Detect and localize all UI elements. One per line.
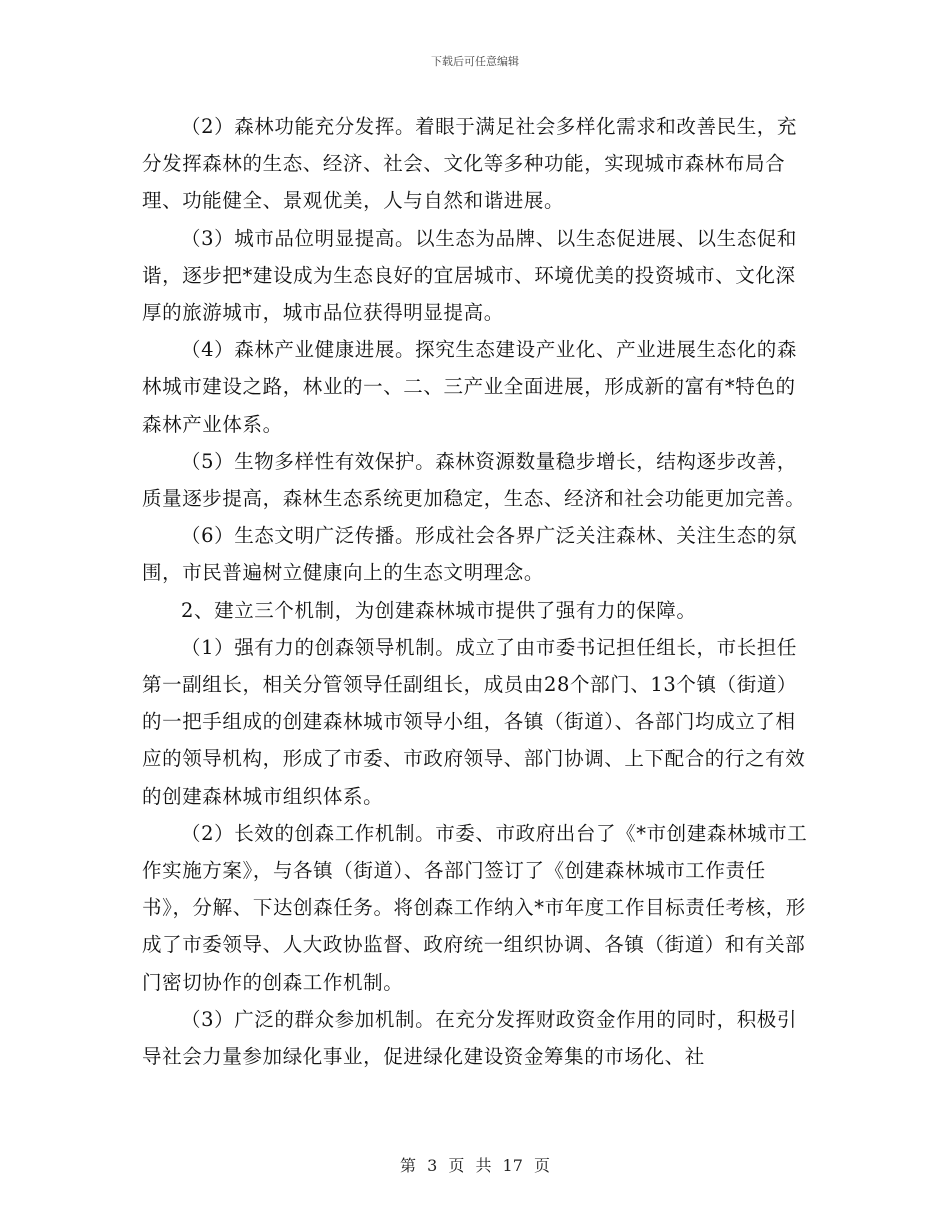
paragraph: （3）广泛的群众参加机制。在充分发挥财政资金作用的同时，积极引导社会力量参加绿化事业，促进绿化建设资金筹集的市场化、社 — [142, 1007, 798, 1069]
paragraph: （2）森林功能充分发挥。着眼于满足社会多样化需求和改善民生，充分发挥森林的生态、经济、社会、文化等多种功能，实现城市森林布局合理、功能健全、景观优美，人与自然和谐进展。 — [142, 115, 798, 213]
section-heading: 2、建立三个机制，为创建森林城市提供了强有力的保障。 — [181, 598, 697, 622]
paragraph: （4）森林产业健康进展。探究生态建设产业化、产业进展生态化的森林城市建设之路，林业的一、二、三产业全面进展，形成新的富有*特色的森林产业体系。 — [142, 338, 798, 436]
paragraph: （6）生态文明广泛传播。形成社会各界广泛关注森林、关注生态的氛围，市民普遍树立健康向上的生态文明理念。 — [142, 524, 798, 585]
page-number: 第 3 页 共 17 页 — [400, 1156, 550, 1175]
paragraph: （5）生物多样性有效保护。森林资源数量稳步增长，结构逐步改善，质量逐步提高，森林生态系统更加稳定，生态、经济和社会功能更加完善。 — [142, 449, 806, 511]
paragraph: （1）强有力的创森领导机制。成立了由市委书记担任组长，市长担任第一副组长，相关分管领导任副组长，成员由28个部门、13个镇（街道）的一把手组成的创建森林城市领导小组，各镇（街道）、各部门均成立了相应的领导机构，形成了市委、市政府领导、部门协调、上下配合的行之有效的创建森林城市组织体系。 — [142, 635, 806, 808]
header-note: 下载后可任意编辑 — [431, 55, 519, 68]
paragraph: （2）长效的创森工作机制。市委、市政府出台了《*市创建森林城市工作实施方案》，与各镇（街道）、各部门签订了《创建森林城市工作责任书》，分解、下达创森任务。将创森工作纳入*市年度工作目标责任考核，形成了市委领导、人大政协监督、政府统一组织协调、各镇（街道）和有关部门密切协作的创森工作机制。 — [142, 821, 808, 994]
document-body — [142, 108, 810, 1075]
paragraph: （3）城市品位明显提高。以生态为品牌、以生态促进展、以生态促和谐，逐步把*建设成为生态良好的宜居城市、环境优美的投资城市、文化深厚的旅游城市，城市品位获得明显提高。 — [142, 226, 798, 325]
